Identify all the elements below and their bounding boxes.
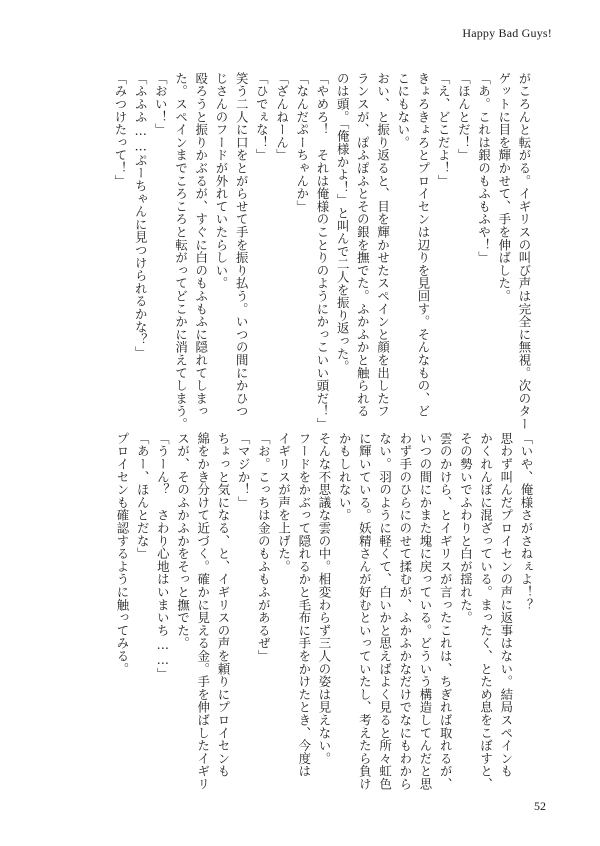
text-line: 「なんだぷーちゃんか」 bbox=[294, 72, 310, 213]
text-line: 殴ろうと振りかぶるが、すぐに白のもふもふに隠れてしまっ bbox=[193, 72, 209, 418]
text-line: かもしれない。 bbox=[337, 432, 353, 522]
text-line: イギリスが声を上げた。 bbox=[276, 432, 292, 573]
text-line: 「ざんねーん」 bbox=[274, 72, 290, 162]
text-line: 綿をかき分けて近づく。確かに見える金。手を伸ばしたイギリ bbox=[195, 432, 211, 791]
text-line: わず手のひらにのせて揉むが、ふかふかなだけでなにもわから bbox=[397, 432, 413, 791]
running-title: Happy Bad Guys! bbox=[462, 26, 552, 40]
text-line: プロイセンも確認するように触ってみる。 bbox=[114, 432, 130, 676]
text-line: がころんと転がる。イギリスの叫び声は完全に無視。次のター bbox=[517, 72, 532, 430]
text-line: ない。羽のように軽くて、白いかと思えばよく見ると所々虹色 bbox=[377, 432, 393, 791]
text-line: のは頭。「俺様かよ！」と叫んで二人を振り返った。 bbox=[335, 72, 351, 373]
text-line: 「え、どこだよ！」 bbox=[436, 72, 452, 188]
text-line: おい、と振り返ると、目を輝かせたスペインと顔を出したフ bbox=[375, 72, 391, 418]
text-line: 「おい！」 bbox=[153, 72, 169, 136]
text-line: 「あー、ほんとだな」 bbox=[135, 432, 151, 560]
text-line: そんな不思議な雲の中。相変わらず三人の姿は見えない。 bbox=[316, 432, 332, 765]
text-line: 「うーん？ さわり心地はいまいち……」 bbox=[155, 432, 171, 681]
text-line: ランスが、ぽふぽふとその銀を撫でた。ふかふかと触られる bbox=[355, 72, 371, 418]
text-line: に輝いている。妖精さんが好むといっていたし、考えたら負け bbox=[357, 432, 373, 791]
text-line: かくれんぼに混ざっている。まったく、とため息をこぼすと、 bbox=[478, 432, 494, 791]
text-line: いつの間にかまた塊に戻っている。どういう構造してんだと思 bbox=[417, 432, 433, 791]
text-line: た。スペインまでころころと転がってどこかに消えてしまう。 bbox=[173, 72, 189, 430]
text-line: 雲のかけら、とイギリスが言ったこれは、ちぎれば取れるが、 bbox=[438, 432, 454, 791]
text-line: 「あ。これは銀のもふもふや！」 bbox=[476, 72, 492, 264]
text-line: その勢いでふわりと白が揺れた。 bbox=[458, 432, 474, 624]
text-line: ゲットに目を輝かせて、手を伸ばした。 bbox=[496, 72, 512, 303]
text-line: 「ふふふ……ぷーちゃんに見つけられるかな？」 bbox=[133, 72, 149, 359]
text-line: 「マジか！」 bbox=[236, 432, 252, 509]
text-line: 「ひでぇな！」 bbox=[254, 72, 270, 162]
text-line: じさんのフードが外れていたらしい。 bbox=[213, 72, 229, 290]
text-line: 「いや、俺様さがさねぇよ！？ bbox=[519, 432, 534, 612]
text-line: スが、そのふかふかをそっと撫でた。 bbox=[175, 432, 191, 650]
text-block-bottom bbox=[50, 432, 536, 800]
text-line: 「みつけたって！」 bbox=[112, 72, 128, 188]
text-line: 「やめろ！ それは俺様のことりのようにかっこいい頭だ！」 bbox=[314, 72, 330, 430]
text-line: きょろきょろとプロイセンは辺りを見回す。そんなもの、ど bbox=[415, 72, 431, 418]
text-line: 「ほんとだ！」 bbox=[456, 72, 472, 162]
text-line: 思わず叫んだプロイセンの声に返事はない。結局スペインも bbox=[498, 432, 514, 778]
text-line: 笑う二人に口をとがらせて手を振り払う。いつの間にかひつ bbox=[234, 72, 250, 418]
text-line: こにもない。 bbox=[395, 72, 411, 149]
page-number: 52 bbox=[534, 799, 546, 813]
text-block-top bbox=[48, 72, 534, 430]
text-line: フードをかぶって隠れるかと毛布に手をかけたとき、今度は bbox=[296, 432, 312, 778]
text-line: ちょっと気になる、と、イギリスの声を頼りにプロイセンも bbox=[215, 432, 231, 778]
text-line: 「お。こっちは金のもふもふがあるぜ」 bbox=[256, 432, 272, 663]
